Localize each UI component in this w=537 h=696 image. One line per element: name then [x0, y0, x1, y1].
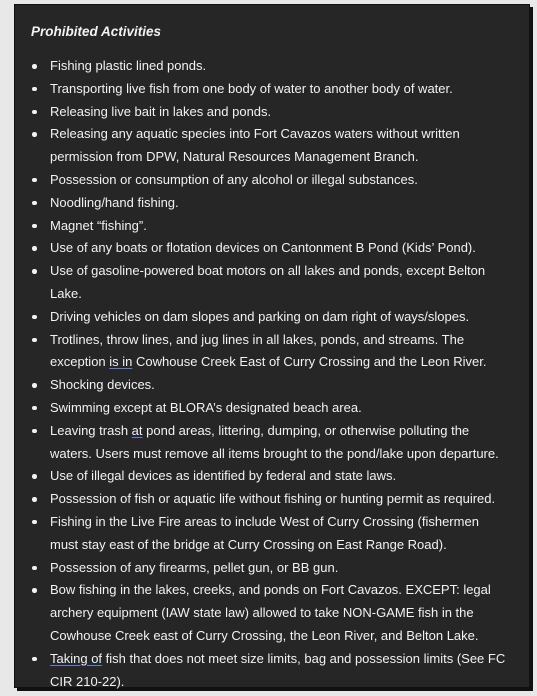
list-item: Transporting live fish from one body of water to another body of water.	[15, 78, 515, 101]
prohibited-activities-list	[15, 55, 515, 693]
list-item: Releasing live bait in lakes and ponds.	[15, 101, 515, 124]
list-item: Fishing plastic lined ponds.	[15, 55, 515, 78]
list-item: Use of illegal devices as identified by federal and state laws.	[15, 465, 515, 488]
item-text-start: Trotlines, throw lines, and jug lines in all lakes, ponds, and streams. The exception	[50, 331, 465, 370]
list-item: Possession of any firearms, pellet gun, or BB gun.	[15, 557, 515, 580]
grammar-underlined-text: Taking of	[50, 650, 103, 666]
item-text-end: pond areas, littering, dumping, or otherwise polluting the waters. Users must remove all items brought to the pond/lake upon departure.	[50, 422, 499, 461]
list-item: Possession or consumption of any alcohol or illegal substances.	[15, 169, 515, 192]
list-item: Shocking devices.	[15, 374, 515, 397]
list-item: Noodling/hand fishing.	[15, 192, 515, 215]
list-item: Use of any boats or flotation devices on Cantonment B Pond (Kids’ Pond).	[15, 237, 515, 260]
list-item	[15, 648, 515, 694]
list-item: Releasing any aquatic species into Fort Cavazos waters without written permission from DPW, Natural Resources Management Branch.	[15, 123, 515, 169]
list-item	[15, 329, 515, 375]
list-item: Possession of fish or aquatic life without fishing or hunting permit as required.	[15, 488, 515, 511]
prohibited-activities-panel	[14, 4, 530, 688]
list-item: Fishing in the Live Fire areas to include West of Curry Crossing (fishermen must stay east of the bridge at Curry Crossing on East Range Road).	[15, 511, 515, 557]
grammar-underlined-text: at	[131, 422, 143, 438]
list-item: Magnet “fishing”.	[15, 215, 515, 238]
list-item: Bow fishing in the lakes, creeks, and ponds on Fort Cavazos. EXCEPT: legal archery equipment (IAW state law) allowed to take NON-GAME fish in the Cowhouse Creek east of Curry Crossing, the Leon River, and Belton Lake.	[15, 579, 515, 647]
section-heading: Prohibited Activities	[31, 24, 162, 39]
list-item: Use of gasoline-powered boat motors on all lakes and ponds, except Belton Lake.	[15, 260, 515, 306]
list-item: Swimming except at BLORA’s designated beach area.	[15, 397, 515, 420]
list-item	[15, 420, 515, 466]
grammar-underlined-text: is in	[109, 354, 133, 370]
item-text-end: fish that does not meet size limits, bag and possession limits (See FC CIR 210-22).	[50, 650, 506, 689]
item-text-end: Cowhouse Creek East of Curry Crossing and the Leon River.	[132, 354, 487, 370]
item-text-start: Leaving trash	[50, 422, 132, 438]
list-item: Driving vehicles on dam slopes and parking on dam right of ways/slopes.	[15, 306, 515, 329]
